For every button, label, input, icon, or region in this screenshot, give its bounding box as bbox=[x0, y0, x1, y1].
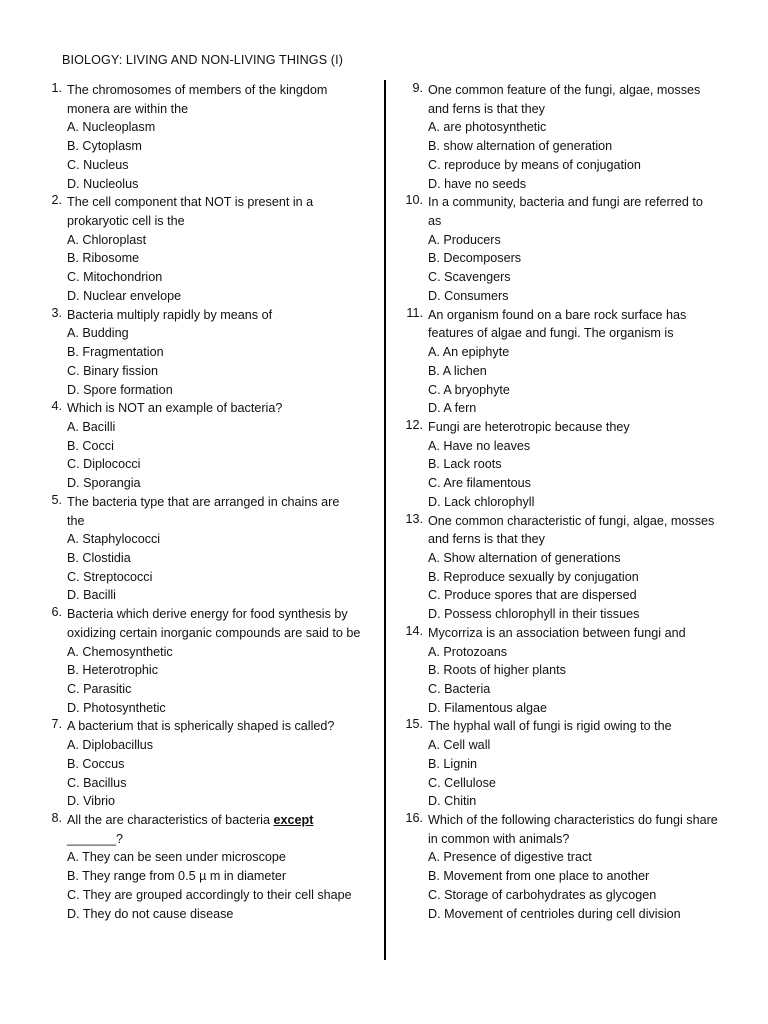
answer-option: B. Heterotrophic bbox=[67, 663, 158, 678]
question-stem: monera are within the bbox=[67, 101, 189, 116]
answer-option: C. A bryophyte bbox=[428, 382, 510, 397]
answer-option: C. Nucleus bbox=[67, 157, 129, 172]
question-stem: One common characteristic of fungi, algae, mosses bbox=[428, 513, 715, 528]
answer-option: A. Show alternation of generations bbox=[428, 550, 621, 565]
question-number: 8. bbox=[51, 811, 62, 826]
answer-option: B. show alternation of generation bbox=[428, 139, 613, 154]
question-number: 10. bbox=[405, 193, 423, 208]
answer-option: B. Ribosome bbox=[67, 251, 140, 266]
question-number: 9. bbox=[412, 81, 423, 95]
answer-option: C. Parasitic bbox=[67, 682, 132, 696]
question-number: 2. bbox=[51, 193, 62, 208]
question-number: 5. bbox=[51, 492, 62, 507]
answer-option: A. Chloroplast bbox=[67, 232, 147, 247]
question-number: 3. bbox=[51, 305, 62, 320]
question-stem: and ferns is that they bbox=[428, 532, 545, 547]
question-1 bbox=[40, 81, 375, 193]
answer-option: C. Bacillus bbox=[67, 775, 127, 790]
question-stem: Bacteria multiply rapidly by means of bbox=[67, 307, 273, 322]
column-divider bbox=[384, 80, 386, 960]
answer-option: B. Fragmentation bbox=[67, 345, 164, 360]
question-stem-text: All the are characteristics of bacteria bbox=[67, 813, 274, 828]
answer-option: C. Cellulose bbox=[428, 775, 496, 790]
question-number: 13. bbox=[405, 511, 423, 526]
answer-option: A. Have no leaves bbox=[428, 438, 531, 453]
answer-option: C. Are filamentous bbox=[428, 476, 531, 491]
answer-option: A. Budding bbox=[67, 326, 129, 341]
answer-option: B. Lack roots bbox=[428, 457, 502, 472]
answer-option: B. They range from 0.5 µ m in diameter bbox=[67, 869, 287, 884]
question-number: 15. bbox=[405, 717, 423, 732]
answer-option: B. Cytoplasm bbox=[67, 139, 142, 154]
answer-option: C. Produce spores that are dispersed bbox=[428, 588, 637, 603]
question-stem: and ferns is that they bbox=[428, 101, 545, 116]
question-15 bbox=[401, 717, 741, 811]
question-stem: as bbox=[428, 214, 442, 229]
question-14 bbox=[401, 624, 741, 718]
answer-option: A. An epiphyte bbox=[428, 345, 510, 360]
answer-option: D. Bacilli bbox=[67, 588, 116, 603]
answer-option: B. Cocci bbox=[67, 438, 114, 453]
answer-option: A. Nucleoplasm bbox=[67, 120, 156, 135]
answer-option: D. A fern bbox=[428, 401, 477, 416]
question-stem: prokaryotic cell is the bbox=[67, 214, 185, 229]
answer-option: C. Streptococci bbox=[67, 569, 153, 584]
question-number: 4. bbox=[51, 399, 62, 414]
question-2 bbox=[40, 193, 375, 305]
question-number: 1. bbox=[51, 81, 62, 95]
question-stem: Which of the following characteristics do fungi share bbox=[428, 813, 718, 828]
answer-option: D. Filamentous algae bbox=[428, 700, 548, 715]
answer-option: A. are photosynthetic bbox=[428, 120, 547, 135]
answer-option: A. They can be seen under microscope bbox=[67, 850, 286, 865]
question-3 bbox=[40, 306, 375, 400]
answer-option: C. Storage of carbohydrates as glycogen bbox=[428, 887, 657, 902]
answer-option: A. Diplobacillus bbox=[67, 738, 154, 753]
answer-option: D. Photosynthetic bbox=[67, 700, 166, 715]
answer-option: D. Movement of centrioles during cell division bbox=[428, 906, 681, 921]
answer-option: D. Consumers bbox=[428, 288, 509, 303]
question-stem: in common with animals? bbox=[428, 831, 570, 846]
answer-option: B. Reproduce sexually by conjugation bbox=[428, 569, 639, 584]
question-number: 16. bbox=[405, 811, 423, 826]
answer-option: B. Decomposers bbox=[428, 251, 522, 266]
question-stem: The bacteria type that are arranged in chains are bbox=[67, 494, 340, 509]
answer-option: D. Chitin bbox=[428, 794, 477, 809]
answer-option: D. have no seeds bbox=[428, 176, 527, 191]
answer-option: D. Nuclear envelope bbox=[67, 288, 182, 303]
question-12 bbox=[401, 418, 741, 512]
question-stem: In a community, bacteria and fungi are referred to bbox=[428, 195, 703, 210]
answer-option: C. Binary fission bbox=[67, 363, 158, 378]
answer-option: A. Cell wall bbox=[428, 738, 491, 753]
question-13 bbox=[401, 512, 741, 624]
question-stem: The hyphal wall of fungi is rigid owing to the bbox=[428, 719, 672, 734]
question-10 bbox=[401, 193, 741, 305]
answer-option: D. Sporangia bbox=[67, 476, 141, 491]
question-4 bbox=[40, 399, 375, 493]
answer-option: C. They are grouped accordingly to their cell shape bbox=[67, 887, 352, 902]
question-8 bbox=[40, 811, 375, 923]
emphasis-except: except bbox=[273, 813, 314, 828]
question-stem: A bacterium that is spherically shaped is called? bbox=[67, 719, 335, 734]
answer-option: A. Producers bbox=[428, 232, 501, 247]
question-stem: Bacteria which derive energy for food synthesis by bbox=[67, 607, 348, 622]
page-title: BIOLOGY: LIVING AND NON-LIVING THINGS (I) bbox=[62, 53, 343, 67]
answer-option: C. Mitochondrion bbox=[67, 270, 163, 285]
question-stem: The chromosomes of members of the kingdom bbox=[67, 83, 328, 97]
answer-option: B. A lichen bbox=[428, 363, 487, 378]
right-column bbox=[401, 81, 741, 923]
question-stem: Which is NOT an example of bacteria? bbox=[67, 401, 283, 416]
question-16 bbox=[401, 811, 741, 923]
question-stem: Fungi are heterotropic because they bbox=[428, 419, 630, 434]
answer-option: D. Nucleolus bbox=[67, 176, 139, 191]
answer-option: C. Bacteria bbox=[428, 682, 491, 696]
question-number: 6. bbox=[51, 605, 62, 620]
answer-option: A. Presence of digestive tract bbox=[428, 850, 592, 865]
answer-option: B. Movement from one place to another bbox=[428, 869, 650, 884]
question-stem: _______? bbox=[67, 831, 124, 846]
answer-option: B. Clostidia bbox=[67, 550, 131, 565]
question-stem: One common feature of the fungi, algae, mosses bbox=[428, 83, 701, 97]
question-stem: An organism found on a bare rock surface has bbox=[428, 307, 687, 322]
question-11 bbox=[401, 306, 741, 418]
question-stem: oxidizing certain inorganic compounds are said to be bbox=[67, 625, 361, 640]
answer-option: D. Vibrio bbox=[67, 794, 116, 809]
question-number: 11. bbox=[406, 305, 423, 320]
question-number: 14. bbox=[405, 623, 423, 638]
answer-option: D. They do not cause disease bbox=[67, 906, 234, 921]
question-number: 12. bbox=[405, 417, 423, 432]
question-7 bbox=[40, 717, 375, 811]
question-number: 7. bbox=[51, 717, 62, 732]
answer-option: B. Coccus bbox=[67, 756, 125, 771]
answer-option: C. Scavengers bbox=[428, 270, 511, 285]
question-6 bbox=[40, 605, 375, 717]
answer-option: B. Lignin bbox=[428, 756, 478, 771]
question-stem bbox=[67, 811, 375, 830]
answer-option: D. Possess chlorophyll in their tissues bbox=[428, 607, 640, 622]
answer-option: A. Bacilli bbox=[67, 419, 116, 434]
answer-option: B. Roots of higher plants bbox=[428, 663, 566, 678]
answer-option: C. Diplococci bbox=[67, 457, 141, 472]
left-column bbox=[40, 81, 375, 923]
answer-option: A. Chemosynthetic bbox=[67, 644, 173, 659]
question-stem: the bbox=[67, 513, 85, 528]
question-stem: Mycorriza is an association between fungi and bbox=[428, 625, 686, 640]
answer-option: C. reproduce by means of conjugation bbox=[428, 157, 641, 172]
question-stem: The cell component that NOT is present in a bbox=[67, 195, 314, 210]
answer-option: D. Spore formation bbox=[67, 382, 173, 397]
question-stem: features of algae and fungi. The organism is bbox=[428, 326, 674, 341]
question-9 bbox=[401, 81, 741, 193]
answer-option: A. Staphylococci bbox=[67, 532, 161, 547]
question-5 bbox=[40, 493, 375, 605]
answer-option: D. Lack chlorophyll bbox=[428, 494, 535, 509]
answer-option: A. Protozoans bbox=[428, 644, 508, 659]
